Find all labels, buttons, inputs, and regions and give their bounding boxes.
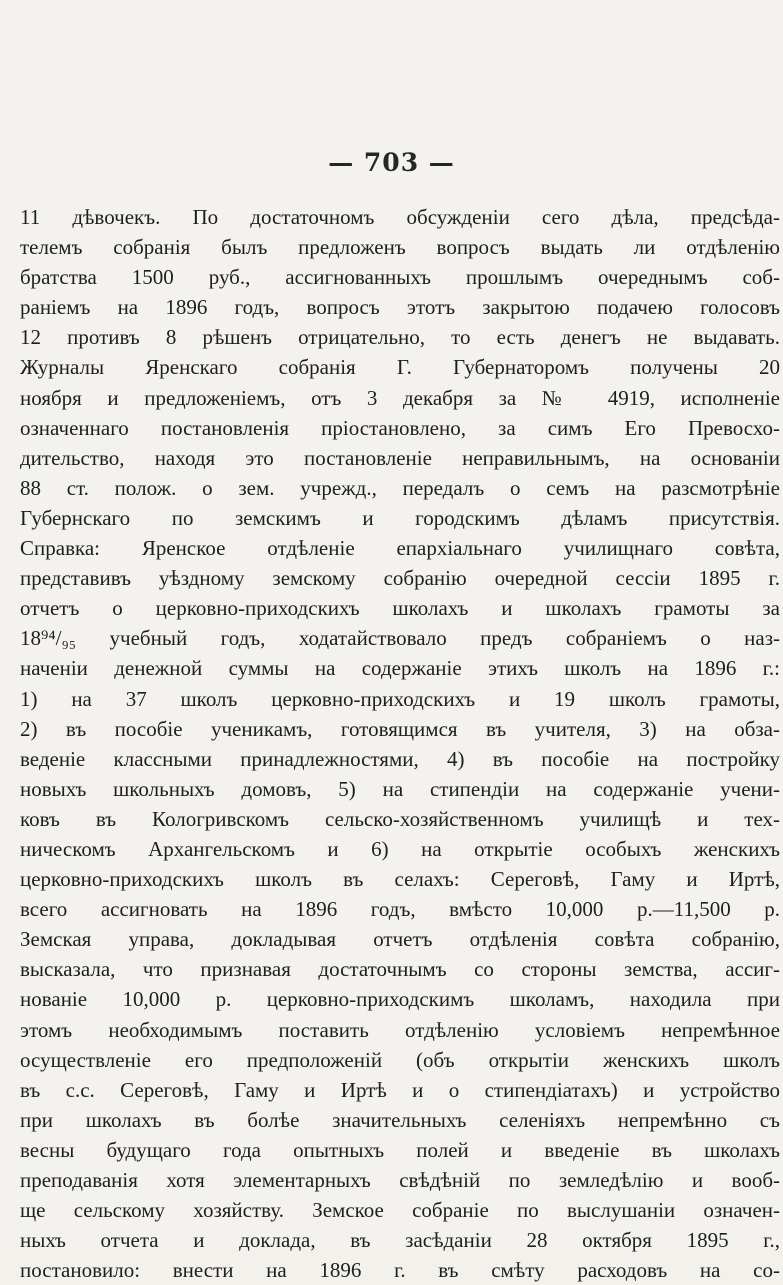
text-line: ще сельскому хозяйству. Земское собраніе по выслушаніи означен- — [20, 1198, 780, 1223]
text-line: раніемъ на 1896 годъ, вопросъ этотъ закрытою подачею голосовъ — [20, 295, 780, 320]
text-line: Губернскаго по земскимъ и городскимъ дѣламъ присутствія. — [20, 505, 780, 530]
page-number: — 703 — — [328, 148, 455, 177]
text-line: отчетъ о церковно-приходскихъ школахъ и школахъ грамоты за — [20, 596, 780, 621]
text-line: постановило: внести на 1896 г. въ смѣту расходовъ на со- — [20, 1258, 780, 1283]
text-line: 1) на 37 школъ церковно-приходскихъ и 19 школъ грамоты, — [20, 686, 780, 711]
text-line: весны будущаго года опытныхъ полей и введеніе въ школахъ — [20, 1137, 780, 1162]
text-line: 11 дѣвочекъ. По достаточномъ обсужденіи сего дѣла, предсѣда- — [20, 205, 780, 229]
text-line: этомъ необходимымъ поставить отдѣленію условіемъ непремѣнное — [20, 1017, 780, 1042]
text-line: нованіе 10,000 р. церковно-приходскимъ школамъ, находила при — [20, 987, 780, 1012]
text-line: 88 ст. полож. о зем. учрежд., передалъ о семъ на разсмотрѣніе — [20, 475, 780, 500]
text-line: 2) въ пособіе ученикамъ, готовящимся въ учителя, 3) на обза- — [20, 716, 780, 741]
text-line: всего ассигновать на 1896 годъ, вмѣсто 10,000 р.—11,500 р. — [20, 897, 780, 922]
text-line: Журналы Яренскаго собранія Г. Губернаторомъ получены 20 — [20, 355, 780, 380]
text-line: церковно-приходскихъ школъ въ селахъ: Сереговѣ, Гаму и Иртѣ, — [20, 867, 780, 892]
text-line: при школахъ въ болѣе значительныхъ селеніяхъ непремѣнно съ — [20, 1107, 780, 1132]
text-line: телемъ собранія былъ предложенъ вопросъ выдать ли отдѣленію — [20, 235, 780, 260]
text-line: преподаванія хотя элементарныхъ свѣдѣній по земледѣлію и вооб- — [20, 1168, 780, 1192]
text-line: высказала, что признавая достаточнымъ со стороны земства, ассиг- — [20, 957, 780, 982]
text-line: 18⁹⁴/₉₅ учебный годъ, ходатайствовало предъ собраніемъ о наз- — [20, 626, 780, 651]
text-line: дительство, находя это постановленіе неправильнымъ, на основаніи — [20, 445, 780, 470]
text-line: ноября и предложеніемъ, отъ 3 декабря за № 4919, исполненіе — [20, 385, 780, 410]
text-line: новыхъ школьныхъ домовъ, 5) на стипендіи на содержаніе учени- — [20, 776, 780, 801]
body-text — [20, 202, 780, 1285]
text-line: ныхъ отчета и доклада, въ засѣданіи 28 октября 1895 г., — [20, 1228, 780, 1253]
text-line: веденіе классными принадлежностями, 4) въ пособіе на постройку — [20, 746, 780, 771]
text-line: представивъ уѣздному земскому собранію очередной сессіи 1895 г. — [20, 566, 780, 591]
text-line: въ с.с. Сереговѣ, Гаму и Иртѣ и о стипендіатахъ) и устройство — [20, 1077, 780, 1102]
text-line: братства 1500 руб., ассигнованныхъ прошлымъ очереднымъ соб- — [20, 265, 780, 290]
text-line: ковъ въ Кологривскомъ сельско-хозяйственномъ училищѣ и тех- — [20, 806, 780, 831]
text-line: Справка: Яренское отдѣленіе епархіальнаго училищнаго совѣта, — [20, 536, 780, 561]
text-line: 12 противъ 8 рѣшенъ отрицательно, то есть денегъ не выдавать. — [20, 325, 780, 350]
text-line: наченіи денежной суммы на содержаніе этихъ школъ на 1896 г.: — [20, 656, 780, 681]
text-line: Земская управа, докладывая отчетъ отдѣленія совѣта собранію, — [20, 927, 780, 952]
text-line: ническомъ Архангельскомъ и 6) на открытіе особыхъ женскихъ — [20, 836, 780, 861]
text-line: означеннаго постановленія пріостановлено, за симъ Его Превосхо- — [20, 415, 780, 440]
text-line: осуществленіе его предположеній (объ открытіи женскихъ школъ — [20, 1047, 780, 1072]
